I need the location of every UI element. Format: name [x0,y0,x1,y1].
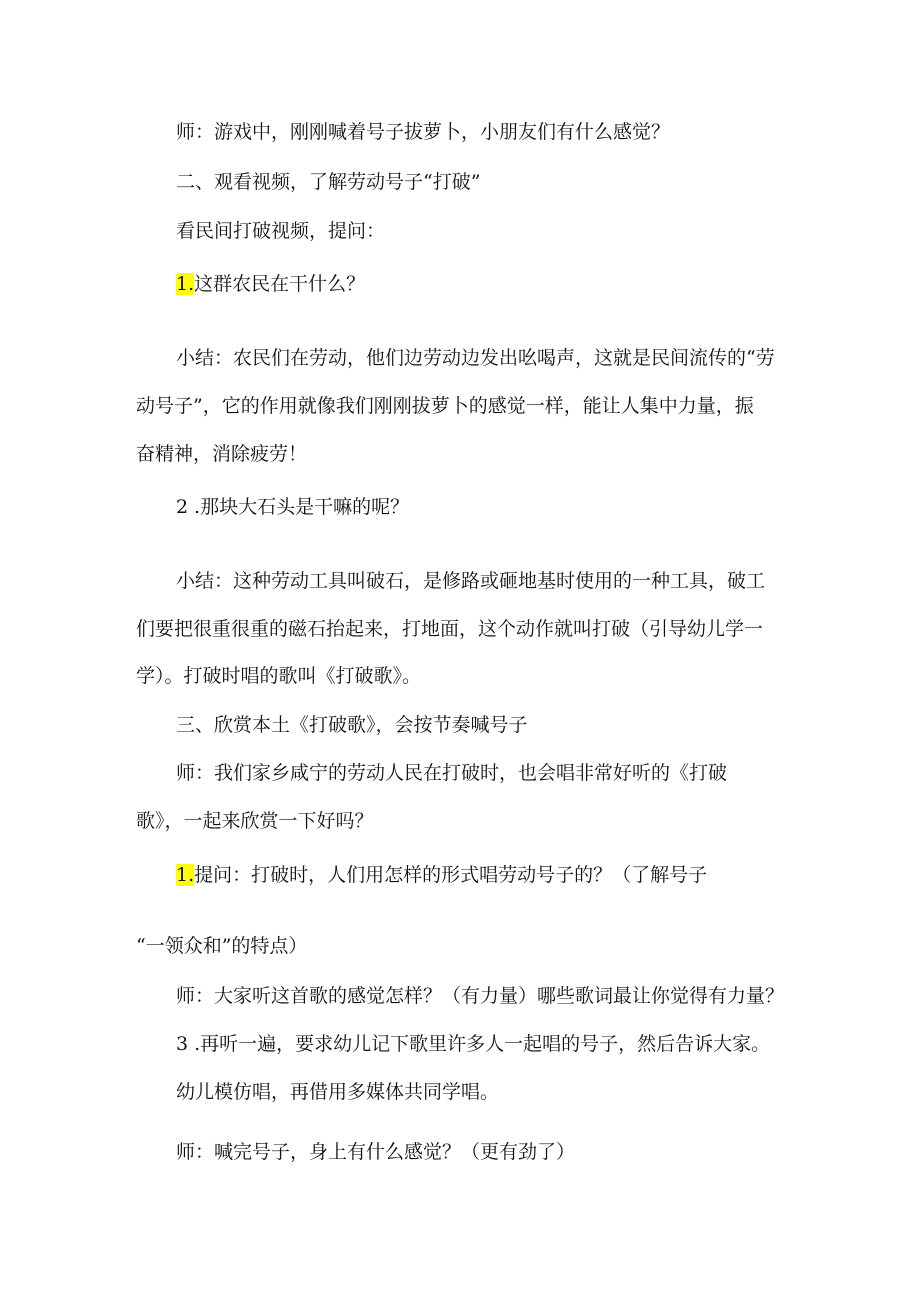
text-line: 看民间打破视频，提问： [176,220,386,242]
summary-line: 动号子”，它的作用就像我们刚刚拔萝卜的感觉一样，能让人集中力量，振 [136,395,754,417]
question-text: 提问：打破时，人们用怎样的形式唱劳动号子的？（了解号子 [194,864,708,886]
highlighted-number: 1. [176,864,195,886]
question-line [176,863,707,887]
section-heading: 二、观看视频，了解劳动号子“打破” [176,171,481,193]
summary-line: 奋精神，消除疲劳！ [136,443,308,465]
question-line [176,272,365,296]
text-line: 师：大家听这首歌的感觉怎样？（有力量）哪些歌词最让你觉得有力量？ [176,985,785,1007]
text-line: 师：我们家乡咸宁的劳动人民在打破时，也会唱非常好听的《打破 [176,762,728,784]
question-line: 3 .再听一遍，要求幼儿记下歌里许多人一起唱的号子，然后告诉大家。 [176,1033,771,1055]
summary-line: 学）。打破时唱的歌叫《打破歌》。 [136,665,422,687]
question-text: 这群农民在干什么？ [194,273,366,295]
text-line: 歌》，一起来欣赏一下好吗？ [136,810,374,832]
text-line: 师：喊完号子，身上有什么感觉？（更有劲了） [176,1141,576,1163]
question-line: 2 .那块大石头是干嘛的呢？ [176,496,410,518]
summary-line: 小结：农民们在劳动，他们边劳动边发出吆喝声，这就是民间流传的“劳 [176,347,775,369]
section-heading: 三、欣赏本土《打破歌》，会按节奏喊号子 [176,714,528,736]
summary-line: 们要把很重很重的磁石抬起来，打地面，这个动作就叫打破（引导幼儿学一 [136,618,764,640]
text-line: “一领众和”的特点） [136,935,308,957]
text-line: 幼儿模仿唱，再借用多媒体共同学唱。 [176,1081,500,1103]
text-line: 师：游戏中，刚刚喊着号子拔萝卜，小朋友们有什么感觉？ [176,121,671,143]
highlighted-number: 1. [176,273,195,295]
summary-line: 小结：这种劳动工具叫破石，是修路或砸地基时使用的一种工具，破工 [176,570,766,592]
